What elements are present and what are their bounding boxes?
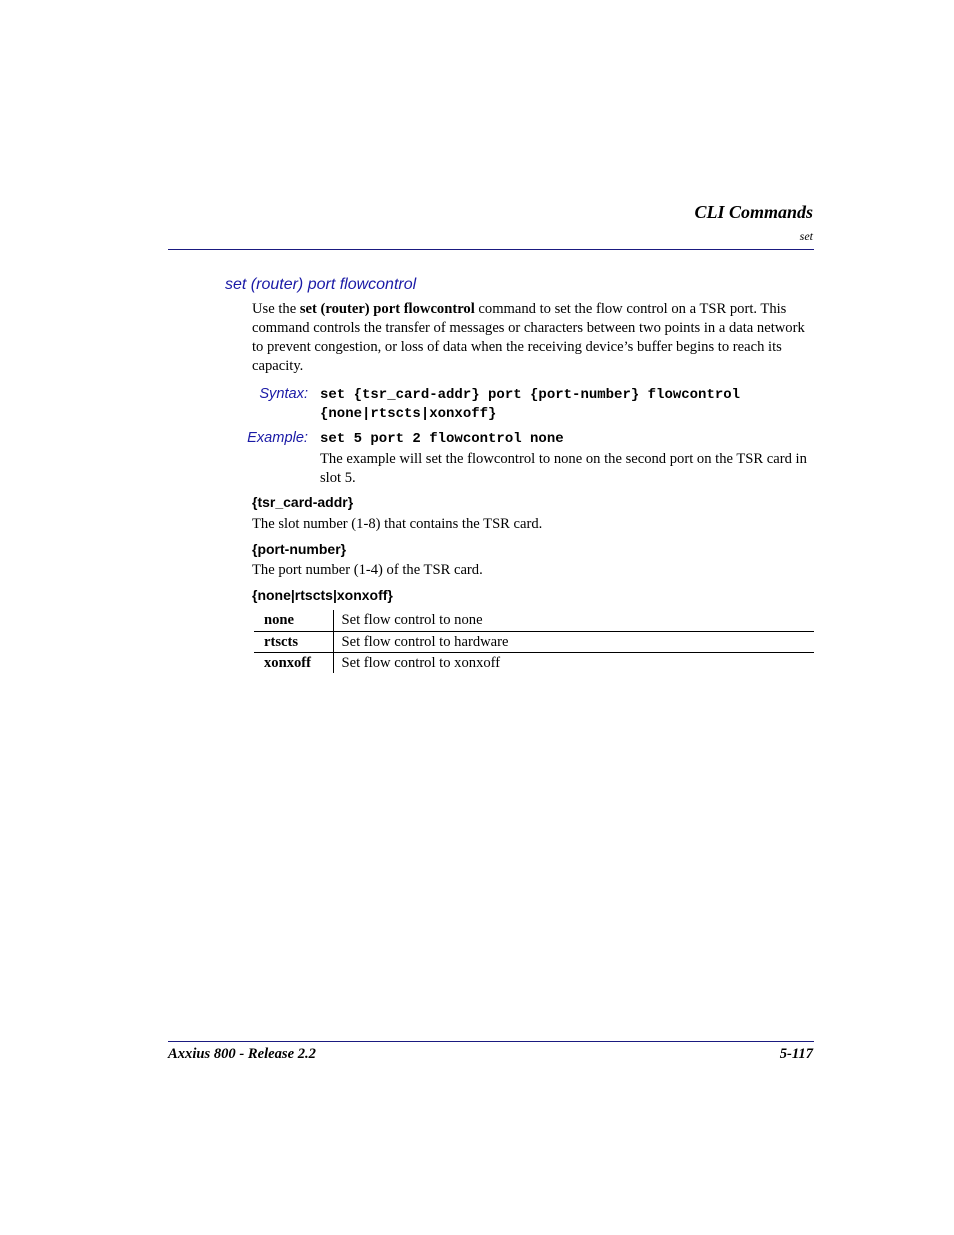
option-value: Set flow control to hardware xyxy=(333,631,814,652)
syntax-line-2: {none|rtscts|xonxoff} xyxy=(320,406,497,422)
intro-paragraph xyxy=(252,300,814,376)
footer-page-number: 5-117 xyxy=(779,1046,813,1062)
example-label: Example: xyxy=(247,430,308,446)
param-description-port-number: The port number (1-4) of the TSR card. xyxy=(252,562,483,578)
table-row xyxy=(254,652,814,673)
option-key: xonxoff xyxy=(254,652,333,673)
header-rule xyxy=(168,249,814,250)
option-key: none xyxy=(254,610,333,631)
example-description: The example will set the flowcontrol to none on the second port on the TSR card in slot 5. xyxy=(320,451,807,486)
example-command: set 5 port 2 flowcontrol none xyxy=(320,431,564,447)
footer-product-release: Axxius 800 - Release 2.2 xyxy=(168,1046,316,1062)
section-heading: set (router) port flowcontrol xyxy=(225,276,417,293)
chapter-subtitle: set xyxy=(799,229,813,243)
chapter-title: CLI Commands xyxy=(694,202,813,222)
intro-suffix: command to set the flow control on a TSR port. This command controls the transfer of messages or characters between two points in a data network to prevent congestion, or loss of data when the receiving device’s buffer begins to reach its capacity. xyxy=(252,301,805,374)
option-key: rtscts xyxy=(254,631,333,652)
flowcontrol-options-table xyxy=(254,610,814,673)
syntax-line-1: set {tsr_card-addr} port {port-number} flowcontrol xyxy=(320,387,741,403)
intro-prefix: Use the xyxy=(252,301,300,317)
param-heading-flow-options: {none|rtscts|xonxoff} xyxy=(252,587,393,603)
param-heading-port-number: {port-number} xyxy=(252,541,347,557)
table-row xyxy=(254,610,814,631)
intro-command-name: set (router) port flowcontrol xyxy=(299,301,475,317)
table-row xyxy=(254,631,814,652)
syntax-label: Syntax: xyxy=(259,386,308,402)
option-value: Set flow control to xonxoff xyxy=(333,652,814,673)
footer-rule xyxy=(168,1041,814,1042)
param-heading-tsr-card-addr: {tsr_card-addr} xyxy=(252,494,354,510)
option-value: Set flow control to none xyxy=(341,612,483,628)
param-description-tsr-card-addr: The slot number (1-8) that contains the TSR card. xyxy=(252,516,543,532)
